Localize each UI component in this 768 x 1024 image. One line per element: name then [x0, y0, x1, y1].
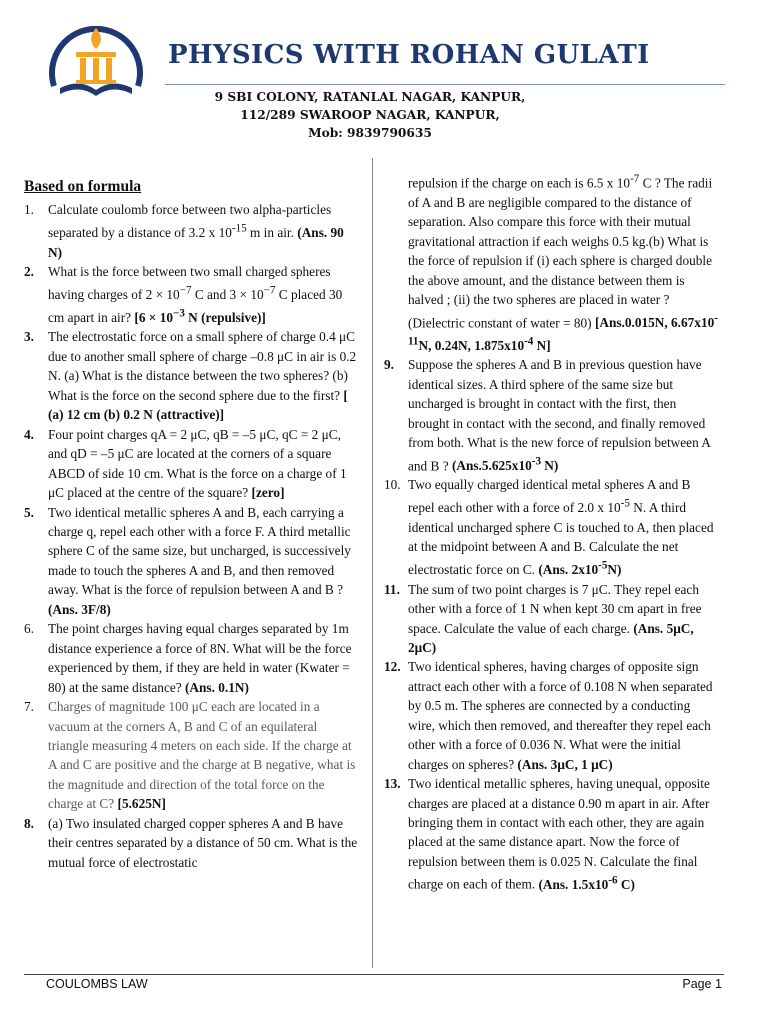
mobile-number: Mob: 9839790635 — [308, 126, 432, 140]
answer: ($Ans.5.625x10^{-3}$ N) — [451, 455, 559, 474]
address-line-1: 9 SBI COLONY, RATANLAL NAGAR, KANPUR, — [214, 90, 526, 104]
institute-logo — [40, 22, 152, 108]
column-divider — [372, 158, 373, 968]
right-column — [384, 170, 720, 894]
institute-name: PHYSICS WITH ROHAN GULATI — [168, 40, 650, 70]
question-9: 9. Suppose the spheres A and B in previous question have identical sizes. A third sphere of the same size but uncharged is brought in contact with the first, then brought in contact with the second, and finally removed from both. What is the new force of repulsion between A and B ? ($Ans.5.625x10^{-3}$ N) — [384, 357, 711, 474]
question-5: 5. Two identical metallic spheres A and B, each carrying a charge q, repel each other with a force F. A third metallic sphere C of the same size, but uncharged, is successively made to touch the spheres A and B, and then removed away. What is the force of repulsion between A and B ? (Ans. 3F/8) — [24, 504, 351, 617]
question-8-continued: repulsion if the charge on each is 6.5 x $10^{-7}$ C ? The radii of A and B are negligible compared to the distance of separation. Also compare this force with their mutual gravitational attraction if each weighs 0.5 kg.(b) What is the force of repulsion if (i) each sphere is charged double the above amount, and the distance between them is halved ; (ii) the two spheres are placed in water ? (Dielectric constant of water = 80) [Ans.0.015N, $6.67x10^{-11}N$, 0.24N, $1.875x10^{-4}$ N] — [408, 173, 718, 353]
question-8: 8. (a) Two insulated charged copper spheres A and B have their centres separated by a distance of 50 cm. What is the mutual force of electrostatic — [24, 815, 358, 870]
answer: [zero] — [251, 485, 285, 501]
question-3: 3. The electrostatic force on a small sphere of charge 0.4 μC due to another small sphere of charge –0.8 μC in air is 0.2 N. (a) What is the distance between the two spheres? (b) What is the force on the second sphere due to the first? [ (a) 12 cm (b) 0.2 N (attractive)] — [24, 329, 357, 423]
question-10: 10. Two equally charged identical metal spheres A and B repel each other with a force of 2.0 x $10^{-5}$ N. A third identical uncharged sphere C is touched to A, then placed at the midpoint between A and B. Calculate the net electrostatic force on C. (Ans. $2x10^{-5}N$) — [384, 477, 714, 578]
question-2: 2. What is the force between two small charged spheres having charges of $2 \times 10^{-7}$ C and $3 \times 10^{-7}$ C placed 30 cm apart in air? [$6 \times 10^{-3}$ N (repulsive)] — [24, 264, 343, 325]
address-block — [165, 88, 575, 142]
answer: (Ans. 90 N) — [48, 225, 344, 260]
address-line-2: 112/289 SWAROOP NAGAR, KANPUR, — [240, 108, 500, 122]
section-heading: Based on formula — [24, 178, 142, 195]
answer: [$6 \times 10^{-3}$ N (repulsive)] — [134, 307, 266, 325]
page-number: Page 1 — [682, 977, 722, 991]
footer-rule — [24, 974, 724, 975]
answer: (Ans. $2x10^{-5}N$) — [538, 559, 622, 578]
answer: (Ans. $1.5x10^{-6}$ C) — [538, 874, 635, 892]
left-column — [24, 170, 360, 872]
header-rule — [165, 84, 725, 85]
answer: [5.625N] — [117, 796, 166, 812]
question-7: 7. Charges of magnitude 100 μC each are located in a vacuum at the corners A, B and C of an equilateral triangle measuring 4 meters on each side. If the charge at A and C are positive and the charge at B negative, what is the magnitude and direction of the total force on the charge at C? [5.625N] — [24, 699, 356, 812]
answer: (Ans. 3F/8) — [48, 601, 111, 617]
question-6: 6. The point charges having equal charges separated by 1m distance experience a force of 8N. What will be the force experienced by them, if they are held in water (Kwater = 80) at the same distance? (Ans. 0.1N) — [24, 621, 352, 695]
answer: (Ans. 0.1N) — [184, 679, 249, 695]
question-1: 1. Calculate coulomb force between two alpha-particles separated by a distance of 3.2 x $10^{-15}$ m in air. (Ans. 90 N) — [24, 202, 344, 260]
answer: [ (a) 12 cm (b) 0.2 N (attractive)] — [48, 387, 348, 423]
answer: (Ans. 5μC, 2μC) — [408, 620, 694, 655]
answer: (Ans. 3μC, 1 μC) — [517, 756, 613, 772]
question-11: 11. The sum of two point charges is 7 μC. They repel each other with a force of 1 N when kept 30 cm apart in free space. Calculate the value of each charge. (Ans. 5μC, 2μC) — [384, 581, 702, 655]
footer-chapter-title: COULOMBS LAW — [46, 977, 148, 991]
answer: [Ans.0.015N, $6.67x10^{-11}N$, 0.24N, $1.875x10^{-4}$ N] — [408, 312, 718, 353]
question-13: 13. Two identical metallic spheres, having unequal, opposite charges are placed at a distance 0.90 m apart in air. After bringing them in contact with each other, they are again placed at the same distance apart. Now the force of repulsion between them is 0.025 N. Calculate the final charge on each of them. (Ans. $1.5x10^{-6}$ C) — [384, 776, 710, 892]
question-12: 12. Two identical spheres, having charges of opposite sign attract each other with a force of 0.108 N when separated by 0.5 m. The spheres are connected by a conducting wire, which then removed, and thereafter they repel each other with a force of 0.036 N. What were the initial charges on spheres? (Ans. 3μC, 1 μC) — [384, 659, 713, 772]
question-4: 4. Four point charges qA = 2 μC, qB = –5 μC, qC = 2 μC, and qD = –5 μC are located at the corners of a square ABCD of side 10 cm. What is the force on a charge of 1 μC placed at the centre of the square? [zero] — [24, 426, 347, 501]
